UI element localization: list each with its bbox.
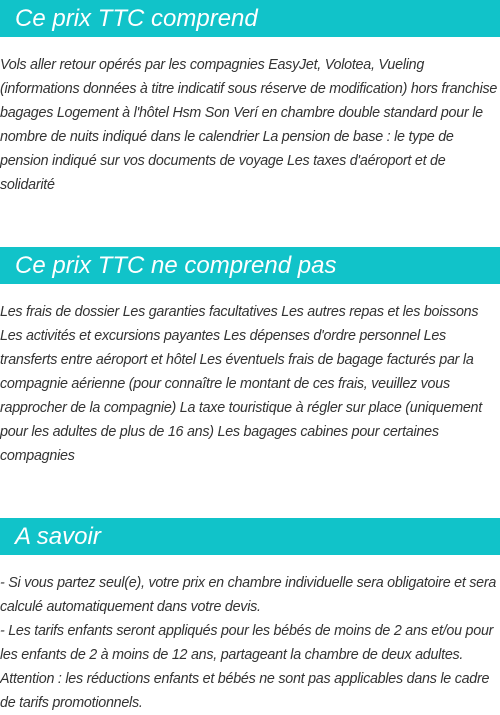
section-good-to-know	[0, 518, 500, 715]
section-title-good-to-know: A savoir	[0, 518, 500, 555]
section-text-good-to-know	[0, 555, 500, 715]
info-line-single-traveler: - Si vous partez seul(e), votre prix en chambre individuelle sera obligatoire et sera calculé automatiquement dans votre devis.	[0, 575, 497, 615]
section-included	[0, 0, 500, 197]
section-text-included: Vols aller retour opérés par les compagnies EasyJet, Volotea, Vueling (informations données à titre indicatif sous réserve de modification) hors franchise bagages Logement à l'hôtel Hsm Son Verí en chambre double standard pour le nombre de nuits indiqué dans le calendrier La pension de base : le type de pension indiqué sur vos documents de voyage Les taxes d'aéroport et de solidarité	[0, 57, 498, 193]
info-line-child-rates: - Les tarifs enfants seront appliqués pour les bébés de moins de 2 ans et/ou pour les enfants de 2 à moins de 12 ans, partageant la chambre de deux adultes.	[0, 623, 494, 663]
section-title-included: Ce prix TTC comprend	[0, 0, 500, 37]
section-title-not-included: Ce prix TTC ne comprend pas	[0, 247, 500, 284]
section-text-not-included: Les frais de dossier Les garanties facultatives Les autres repas et les boissons Les activités et excursions payantes Les dépenses d'ordre personnel Les transferts entre aéroport et hôtel Les éventuels frais de bagage facturés par la compagnie aérienne (pour connaître le montant de ces frais, veuillez vous rapprocher de la compagnie) La taxe touristique à régler sur place (uniquement pour les adultes de plus de 16 ans) Les bagages cabines pour certaines compagnies	[0, 304, 482, 464]
section-not-included	[0, 247, 500, 468]
info-line-attention: Attention : les réductions enfants et bébés ne sont pas applicables dans le cadre de tarifs promotionnels.	[0, 671, 490, 711]
